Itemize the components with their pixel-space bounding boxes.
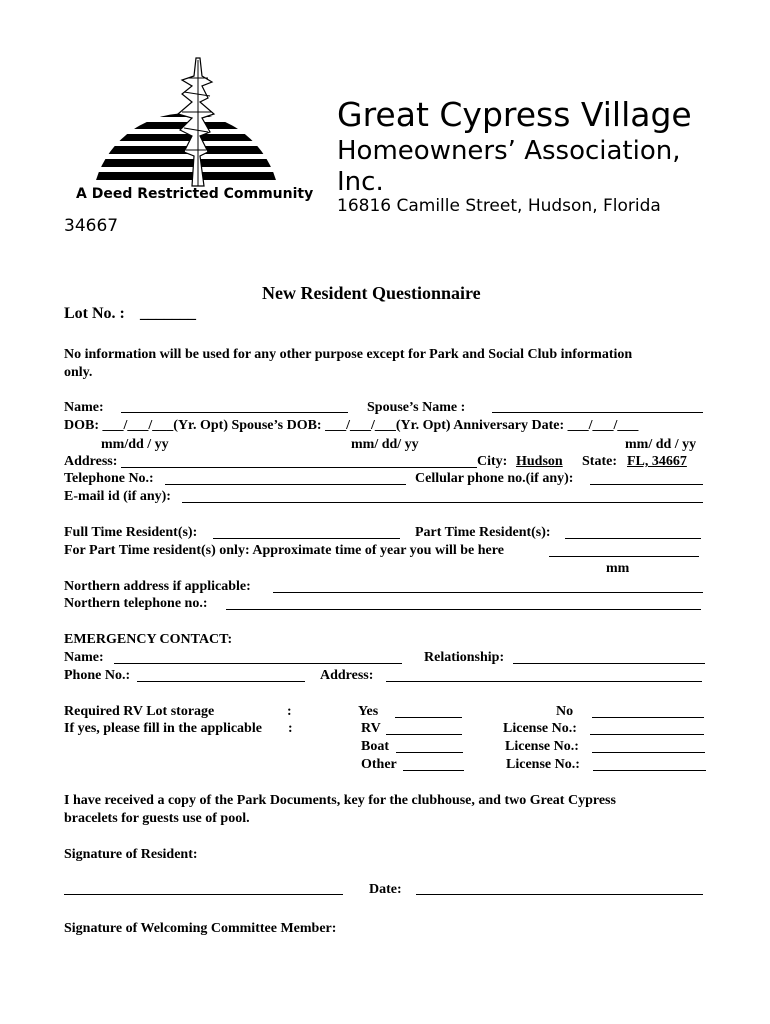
northern-phone-label: Northern telephone no.: bbox=[64, 596, 208, 611]
org-name: Great Cypress Village bbox=[337, 95, 692, 134]
address-label: Address: bbox=[64, 454, 118, 469]
part-time-period-field[interactable] bbox=[549, 556, 699, 557]
rv-license-label: License No.: bbox=[503, 721, 577, 736]
telephone-label: Telephone No.: bbox=[64, 471, 154, 486]
name-label: Name: bbox=[64, 400, 104, 415]
telephone-field[interactable] bbox=[165, 484, 406, 485]
rv-field[interactable] bbox=[386, 734, 462, 735]
emergency-phone-label: Phone No.: bbox=[64, 668, 131, 683]
address-field[interactable] bbox=[121, 467, 477, 468]
email-field[interactable] bbox=[182, 502, 703, 503]
emergency-phone-field[interactable] bbox=[137, 681, 305, 682]
part-time-field[interactable] bbox=[565, 538, 701, 539]
org-subtitle-inc: Inc. bbox=[337, 167, 384, 197]
logo-tagline: A Deed Restricted Community bbox=[76, 186, 314, 202]
full-time-label: Full Time Resident(s): bbox=[64, 525, 198, 540]
rv-fill-colon: : bbox=[288, 721, 293, 736]
lot-label: Lot No. : bbox=[64, 305, 125, 322]
disclaimer-line-1: No information will be used for any other purpose except for Park and Social Club information bbox=[64, 347, 633, 362]
email-label: E-mail id (if any): bbox=[64, 489, 171, 504]
name-field[interactable] bbox=[121, 412, 348, 413]
no-field[interactable] bbox=[592, 717, 704, 718]
org-subtitle: Homeowners’ Association, bbox=[337, 136, 681, 166]
dob-line[interactable]: DOB: ___/___/___(Yr. Opt) Spouse’s DOB: ___/___/___(Yr. Opt) Anniversary Date: ___/___/___ bbox=[64, 418, 639, 433]
city-value: Hudson bbox=[516, 454, 563, 469]
received-statement-2: bracelets for guests use of pool. bbox=[64, 811, 250, 826]
emergency-heading: EMERGENCY CONTACT: bbox=[64, 632, 233, 647]
signature-committee-label: Signature of Welcoming Committee Member: bbox=[64, 921, 337, 936]
spouse-dob-format: mm/ dd/ yy bbox=[351, 437, 419, 452]
emergency-name-label: Name: bbox=[64, 650, 104, 665]
signature-resident-field[interactable] bbox=[64, 894, 343, 895]
full-time-field[interactable] bbox=[213, 538, 400, 539]
other-field[interactable] bbox=[403, 770, 464, 771]
org-zip: 34667 bbox=[64, 216, 119, 236]
boat-license-label: License No.: bbox=[505, 739, 579, 754]
yes-field[interactable] bbox=[395, 717, 462, 718]
mm-hint: mm bbox=[606, 561, 630, 576]
org-address: 16816 Camille Street, Hudson, Florida bbox=[337, 196, 661, 216]
lot-blank[interactable]: _______ bbox=[140, 305, 196, 322]
rv-required-label: Required RV Lot storage bbox=[64, 704, 215, 719]
rv-required-colon: : bbox=[287, 704, 292, 719]
northern-phone-field[interactable] bbox=[226, 609, 701, 610]
rv-license-field[interactable] bbox=[590, 734, 704, 735]
other-license-label: License No.: bbox=[506, 757, 580, 772]
relationship-field[interactable] bbox=[513, 663, 705, 664]
emergency-name-field[interactable] bbox=[114, 663, 402, 664]
part-time-label: Part Time Resident(s): bbox=[415, 525, 551, 540]
spouse-name-field[interactable] bbox=[492, 412, 703, 413]
anniversary-format: mm/ dd / yy bbox=[625, 437, 697, 452]
northern-address-field[interactable] bbox=[273, 592, 703, 593]
cell-phone-field[interactable] bbox=[590, 484, 703, 485]
received-statement-1: I have received a copy of the Park Documents, key for the clubhouse, and two Great Cypress bbox=[64, 793, 616, 808]
boat-label: Boat bbox=[361, 739, 389, 754]
cell-phone-label: Cellular phone no.(if any): bbox=[415, 471, 574, 486]
rv-label: RV bbox=[361, 721, 381, 736]
state-label: State: bbox=[582, 454, 617, 469]
state-value: FL, 34667 bbox=[627, 454, 687, 469]
community-logo bbox=[88, 56, 278, 191]
form-title: New Resident Questionnaire bbox=[262, 283, 481, 303]
northern-address-label: Northern address if applicable: bbox=[64, 579, 251, 594]
city-label: City: bbox=[477, 454, 508, 469]
rv-fill-label: If yes, please fill in the applicable bbox=[64, 721, 262, 736]
yes-label: Yes bbox=[358, 704, 379, 719]
other-label: Other bbox=[361, 757, 397, 772]
relationship-label: Relationship: bbox=[424, 650, 505, 665]
disclaimer-line-2: only. bbox=[64, 365, 93, 380]
dob-format: mm/dd / yy bbox=[101, 437, 169, 452]
emergency-address-label: Address: bbox=[320, 668, 374, 683]
boat-license-field[interactable] bbox=[592, 752, 705, 753]
no-label: No bbox=[556, 704, 574, 719]
emergency-address-field[interactable] bbox=[386, 681, 702, 682]
boat-field[interactable] bbox=[396, 752, 463, 753]
other-license-field[interactable] bbox=[593, 770, 706, 771]
part-time-question: For Part Time resident(s) only: Approximate time of year you will be here bbox=[64, 543, 504, 558]
spouse-name-label: Spouse’s Name : bbox=[367, 400, 466, 415]
date-field[interactable] bbox=[416, 894, 703, 895]
date-label: Date: bbox=[369, 882, 402, 897]
signature-resident-label: Signature of Resident: bbox=[64, 847, 198, 862]
